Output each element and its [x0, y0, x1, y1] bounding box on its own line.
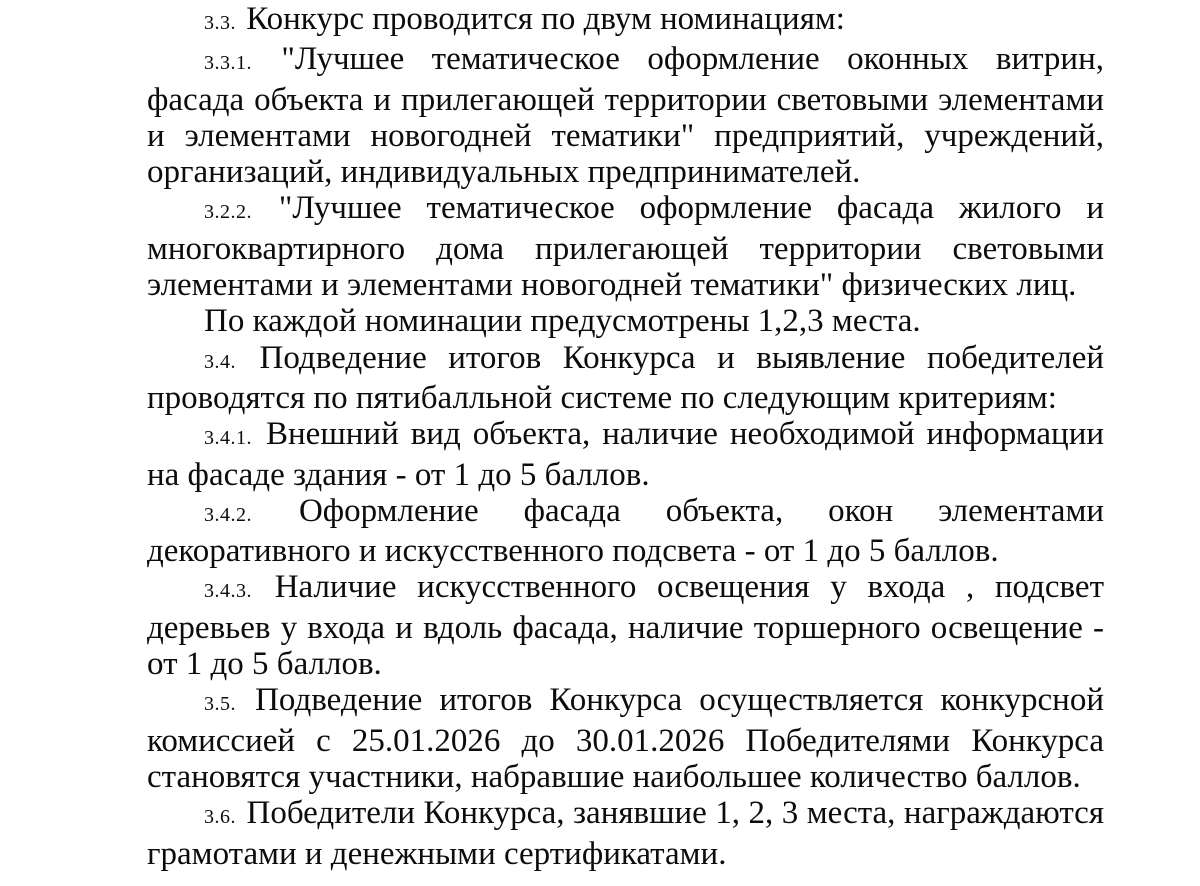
paragraph-3-4: [147, 340, 1104, 417]
paragraph-3-6: [147, 795, 1104, 872]
paragraph-number: 3.3.: [204, 12, 236, 34]
paragraph-number: 3.5.: [204, 693, 236, 716]
paragraph-number: 3.4.1.: [204, 427, 252, 450]
paragraph-3-3: [147, 0, 1104, 41]
paragraph-text: "Лучшее тематическое оформление оконных витрин, фасада объекта и прилегающей территории световыми элементами и элементами новогодней тематики" предприятий, учреждений, организаций, индивидуальных предпринимателей.: [147, 41, 1104, 191]
paragraph-places: [147, 303, 1104, 339]
paragraph-3-4-3: [147, 569, 1104, 682]
paragraph-text: Конкурс проводится по двум номинациям:: [246, 1, 845, 37]
paragraph-3-2-2: [147, 190, 1104, 303]
paragraph-number: 3.4.3.: [204, 580, 252, 603]
paragraph-text: Оформление фасада объекта, окон элементами декоративного и искусственного подсвета - от 1 до 5 баллов.: [147, 492, 1104, 570]
paragraph-number: 3.2.2.: [204, 201, 252, 224]
paragraph-text: "Лучшее тематическое оформление фасада жилого и многоквартирного дома прилегающей территории световыми элементами и элементами новогодней тематики" физических лиц.: [147, 190, 1104, 304]
paragraph-text: Наличие искусственного освещения у входа , подсвет деревьев у входа и вдоль фасада, наличие торшерного освещение - от 1 до 5 баллов.: [147, 569, 1104, 683]
paragraph-number: 3.4.: [204, 350, 236, 373]
paragraph-text: Подведение итогов Конкурса и выявление победителей проводятся по пятибалльной системе по следующим критериям:: [147, 339, 1105, 416]
paragraph-3-4-1: [147, 416, 1104, 493]
paragraph-number: 3.6.: [204, 806, 236, 829]
paragraph-3-3-1: [147, 41, 1104, 190]
paragraph-text: Подведение итогов Конкурса осуществляется конкурсной комиссией с 25.01.2026 до 30.01.2026 Победителями Конкурса становятся участники, набравшие наибольшее количество баллов.: [147, 682, 1104, 795]
document-page: [147, 0, 1104, 872]
paragraph-3-4-2: [147, 493, 1104, 570]
paragraph-text: Победители Конкурса, занявшие 1, 2, 3 места, награждаются грамотами и денежными сертификатами.: [147, 795, 1104, 872]
paragraph-text: Внешний вид объекта, наличие необходимой информации на фасаде здания - от 1 до 5 баллов.: [147, 416, 1105, 493]
paragraph-number: 3.4.2.: [204, 503, 252, 526]
paragraph-number: 3.3.1.: [204, 52, 252, 75]
paragraph-3-5: [147, 682, 1104, 795]
paragraph-text: По каждой номинации предусмотрены 1,2,3 места.: [204, 303, 921, 340]
